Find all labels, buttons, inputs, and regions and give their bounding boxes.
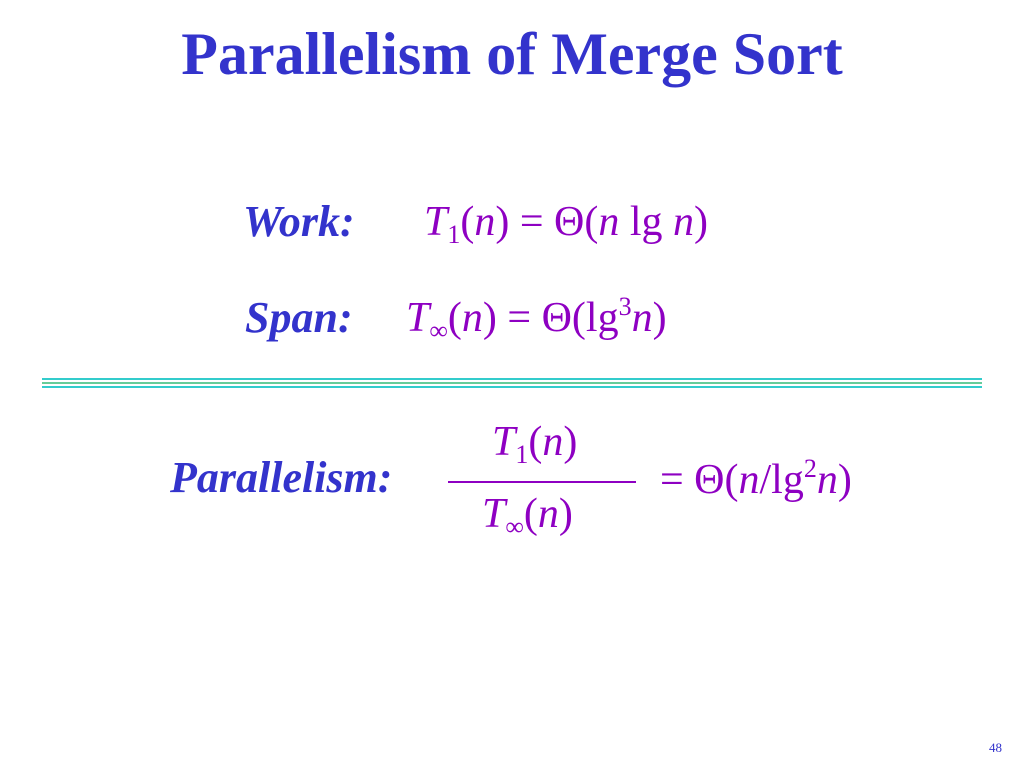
parallelism-denominator: $T_\infty(n)$ — [482, 491, 573, 541]
separator-line-top — [42, 378, 982, 380]
parallelism-label: Parallelism: — [170, 453, 393, 502]
slide-title: Parallelism of Merge Sort — [181, 21, 843, 87]
parallelism-numerator: $T_1(n)$ — [492, 419, 578, 469]
slide-number: 48 — [989, 740, 1002, 755]
separator-line-middle — [42, 382, 982, 384]
span-formula: $T_\infty(n) = \Theta(\lg^3n)$ — [406, 292, 667, 345]
separator-line-bottom — [42, 386, 982, 388]
work-formula: $T_1(n) = \Theta(n$ lg n) — [424, 199, 709, 249]
fraction-bar — [448, 481, 636, 483]
parallelism-result: = $\Theta(n/\lg^2n)$ — [660, 454, 852, 503]
span-label: Span: — [245, 293, 353, 342]
work-label: Work: — [243, 197, 355, 246]
